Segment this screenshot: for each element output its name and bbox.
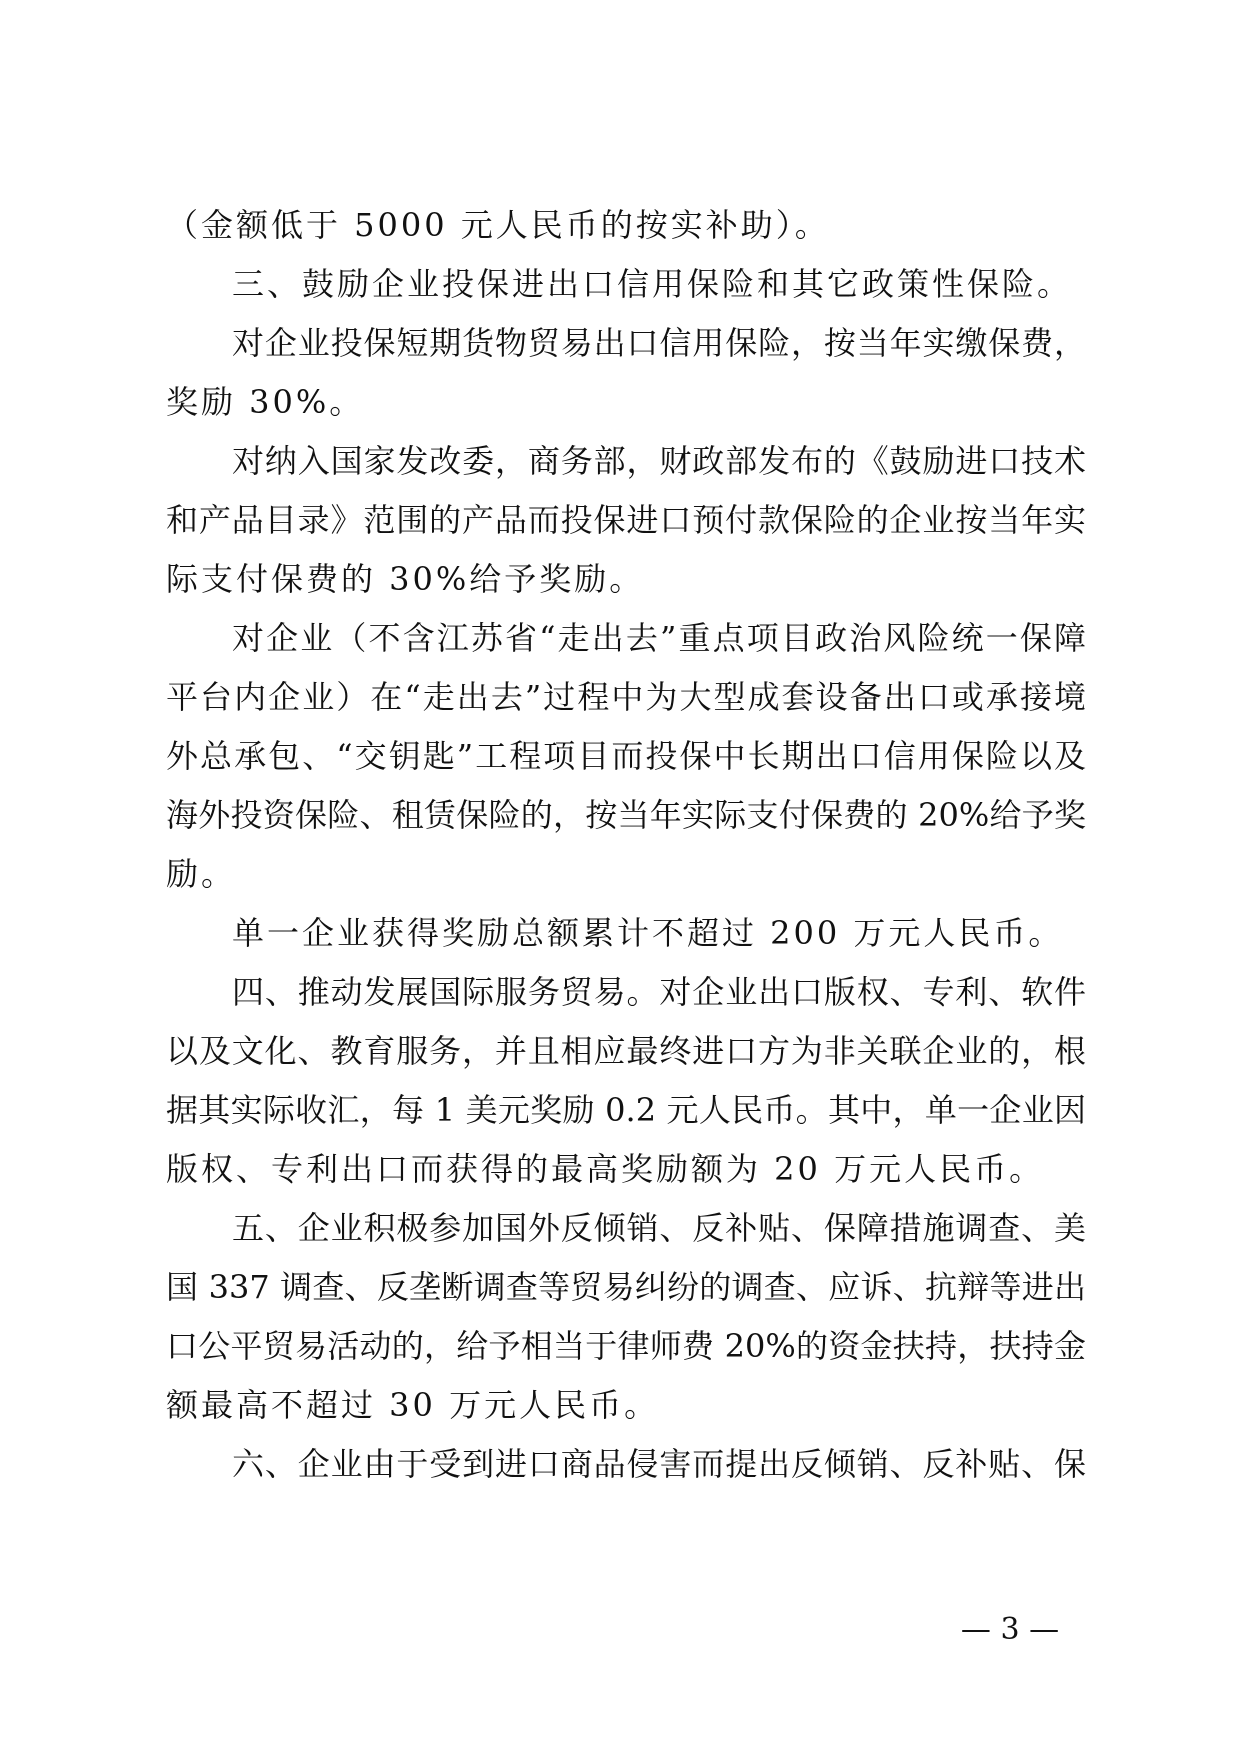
section-heading: 三、鼓励企业投保进出口信用保险和其它政策性保险。 — [232, 265, 1073, 303]
text-line: 励。 — [166, 855, 237, 893]
text-line: 对纳入国家发改委，商务部，财政部发布的《鼓励进口技术 — [232, 442, 1086, 480]
text-line: 单一企业获得奖励总额累计不超过 200 万元人民币。 — [232, 914, 1064, 952]
text-line: 和产品目录》范围的产品而投保进口预付款保险的企业按当年实 — [166, 501, 1086, 539]
text-line: 口公平贸易活动的，给予相当于律师费 20%的资金扶持，扶持金 — [166, 1327, 1086, 1365]
text-line: 国 337 调查、反垄断调查等贸易纠纷的调查、应诉、抗辩等进出 — [166, 1268, 1086, 1306]
section-heading: 五、企业积极参加国外反倾销、反补贴、保障措施调查、美 — [232, 1209, 1086, 1247]
text-line: 对企业（不含江苏省“走出去”重点项目政治风险统一保障 — [232, 619, 1086, 657]
text-line: 际支付保费的 30%给予奖励。 — [166, 560, 645, 598]
text-line: 海外投资保险、租赁保险的，按当年实际支付保费的 20%给予奖 — [166, 796, 1086, 834]
text-line: 以及文化、教育服务，并且相应最终进口方为非关联企业的，根 — [166, 1032, 1086, 1070]
text-line: 版权、专利出口而获得的最高奖励额为 20 万元人民币。 — [166, 1150, 1045, 1188]
section-heading: 六、企业由于受到进口商品侵害而提出反倾销、反补贴、保 — [232, 1445, 1086, 1483]
page-number: — 3 — — [960, 1612, 1060, 1647]
text-line: 奖励 30%。 — [166, 383, 365, 421]
text-line: （金额低于 5000 元人民币的按实补助）。 — [166, 206, 830, 244]
text-line: 额最高不超过 30 万元人民币。 — [166, 1386, 660, 1424]
section-heading: 四、推动发展国际服务贸易。对企业出口版权、专利、软件 — [232, 973, 1086, 1011]
text-line: 对企业投保短期货物贸易出口信用保险，按当年实缴保费， — [232, 324, 1086, 362]
text-line: 外总承包、“交钥匙”工程项目而投保中长期出口信用保险以及 — [166, 737, 1086, 775]
text-line: 据其实际收汇，每 1 美元奖励 0.2 元人民币。其中，单一企业因 — [166, 1091, 1086, 1129]
text-line: 平台内企业）在“走出去”过程中为大型成套设备出口或承接境 — [166, 678, 1086, 716]
